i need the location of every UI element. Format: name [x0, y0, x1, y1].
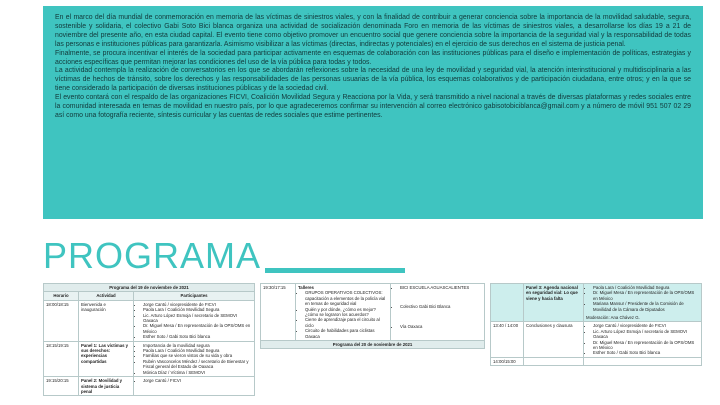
participant: • Paola Lara / Coalición Movilidad Segura [593, 285, 699, 290]
intro-text-block [43, 6, 703, 219]
participants-cell [584, 322, 702, 357]
intro-paragraph: La actividad contempla la realización de conversatorios en los que se abordarán reflexiones sobre la necesidad de una ley de movilidad y seguridad vial, la atención interinstitucional y multidisciplinaria a las víctimas de hechos de tránsito, sobre los derechos y las responsabilidades de las personas usuarias de la vía pública, los esquemas colaborativos y de participación ciudadana, entre otros; y en la que se tiene considerado la participación de diversas instituciones públicas y de la sociedad civil. [55, 67, 691, 93]
activity-cell: Panel 1: Las víctimas y sus derechos: experiencias compartidas [79, 341, 134, 376]
participant: • Importancia de la movilidad segura [143, 343, 252, 348]
intro-paragraph: Finalmente, se procura incentivar el interés de la sociedad para participar activamente en esquemas de colaboración con las instituciones públicas para el diseño e implementación de políticas, estrategias y acciones específicas que permitan mejorar las condiciones del uso de la vía pública para todas y todos. [55, 49, 691, 66]
participants-cell [134, 377, 255, 396]
intro-paragraph: En el marco del día mundial de conmemoración en memoria de las víctimas de siniestros viales, y con la finalidad de contribuir a generar conciencia sobre la importancia de la movilidad saludable, segura, sostenible y solidaria, el colectivo Gabi Soto Bici blanca organiza una actividad de socialización denominada Foro en memoria de las víctimas de siniestros viales, a desarrollarse los días 19 a 21 de noviembre del presente año, en esta ciudad capital. El evento tiene como objetivo promover un encuentro social que genere conciencia sobre la importancia de la seguridad vial y la responsabilidad de todas las personas e instituciones públicas para garantizarla. Asimismo visibilizar a las víctimas (directas, indirectas y potenciales) en el ejercicio de sus derechos en el sistema de justicia penal. [55, 14, 691, 48]
activity-cell: Conclusiones y clausura [524, 322, 584, 357]
participant: • Dr. Miguel Mesa / En representación de la OPS/OMS en México [143, 323, 252, 334]
activity-cell: Panel 2: Movilidad y sistema de justicia penal [79, 377, 134, 396]
activity-cell [524, 357, 584, 365]
moderator-note: Moderación: Ana Chávez G. [586, 315, 640, 321]
time-cell: 13:40 / 14:00 [491, 322, 524, 357]
table-row [261, 284, 485, 341]
participant: • Esther Soto / Gabi Soto Bici blanca [593, 350, 699, 355]
table-row [44, 341, 255, 376]
participants-cell [584, 284, 702, 322]
schedule-table-day2 [260, 283, 485, 349]
table-row [491, 322, 702, 357]
schedule-table-day1 [43, 283, 255, 396]
participants-cell [584, 357, 702, 365]
time-cell: 19:15/20:15 [44, 377, 79, 396]
activity-item: • Quién y por dónde, ¿cómo es mejor? ¿cómo se lograron los acuerdos? [305, 307, 388, 318]
table-row [44, 300, 255, 341]
column-header: Actividad [79, 292, 134, 300]
activity-title: Talleres [298, 285, 314, 290]
program-heading [43, 236, 405, 278]
column-header: Horario [44, 292, 79, 300]
participant: • Vía Oaxaca [400, 324, 482, 329]
participant: • Dr. Miguel Mesa / En representación de la OPS/OMS en México [593, 340, 699, 351]
participant: • BICI ESCUELA AGUASCALIENTES [400, 285, 482, 290]
participant: • Esther Soto / Gabi Soto Bici blanca [143, 334, 252, 339]
participant: • Lic. Arturo López Esmoja / secretario de SEMOVI Oaxaca [143, 313, 252, 324]
table-row [491, 357, 702, 365]
table-caption: Programa del 19 de noviembre de 2021 [44, 284, 255, 292]
column-header: Participantes [134, 292, 255, 300]
activity-item: • Cierre de aprendizaje para el circuito al ciclo [305, 317, 388, 328]
activity-cell: Panel 3: Agenda nacional en seguridad vial: Lo que viene y hacia falta [524, 284, 584, 322]
participant: • Jorge Cantú / vicepresidente de FICVI [143, 302, 252, 307]
participant: • Paola Lara / Coalición Movilidad Segura [143, 307, 252, 312]
table-row [491, 284, 702, 322]
participant: • Mariana Mansur / Presidente de la Comisión de Movilidad de la Cámara de Diputados [593, 301, 699, 312]
program-title: PROGRAMA [43, 238, 265, 274]
participants-cell [134, 341, 255, 376]
time-cell: 14:00/15:00 [491, 357, 524, 365]
participant: • Colectivo Gabi Bici Blanca [400, 304, 482, 309]
table-row [44, 377, 255, 396]
intro-paragraph: El evento contará con el respaldo de las organizaciones FICVI, Coalición Movilidad Segura y Reacciona por la Vida, y será transmitido a nivel nacional a través de diversas plataformas y redes sociales entre la comunidad interesada en temas de movilidad en nuestro país, por lo que agradeceremos confirmar su intervención al correo electrónico gabisotobiciblanca@gmail.com y a número de móvil 951 507 02 29 así como una fotografía reciente, síntesis curricular y las cuentas de redes sociales que estime pertinentes. [55, 94, 691, 119]
participant: • Rubén Vasconcelos Méndez / secretario de Bienestar y Fiscal general del Estado de Oaxaca [143, 359, 252, 370]
time-cell: 18:00/18:15 [44, 300, 79, 341]
participant: • Familias que se vieron vistos de su vida y obra [143, 353, 252, 358]
participants-cell [391, 284, 485, 341]
time-cell: 19:30/17:15 [261, 284, 296, 341]
participant: • Lic. Arturo López Esmoja / secretario de SEMOVI Oaxaca [593, 329, 699, 340]
time-cell: 18:15/19:15 [44, 341, 79, 376]
table-caption: Programa del 20 de noviembre de 2021 [261, 341, 485, 349]
activity-item: • Circuito de habilidades para ciclistas Oaxaca [305, 328, 388, 339]
time-cell [491, 284, 524, 322]
participant: • Paola Lara / Coalición Movilidad Segura [143, 348, 252, 353]
activity-cell: Bienvenida e inauguración [79, 300, 134, 341]
participant: • Mónica Díaz / Víctima / SEMOVI [143, 370, 252, 375]
participant: • Jorge Cantú / vicepresidente de FICVI [593, 323, 699, 328]
activity-item: • GRUPOS OPERATIVOS COLECTIVOS: capacitación a elementos de la policía vial en temas de seguridad vial [305, 290, 388, 306]
participant: • Dr. Miguel Mesa / En representación de la OPS/OMS en México [593, 290, 699, 301]
participants-cell [134, 300, 255, 341]
participant: • Jorge Cantú / FICVI [143, 378, 252, 383]
activity-cell [296, 284, 391, 341]
schedule-table-day3 [490, 283, 702, 366]
